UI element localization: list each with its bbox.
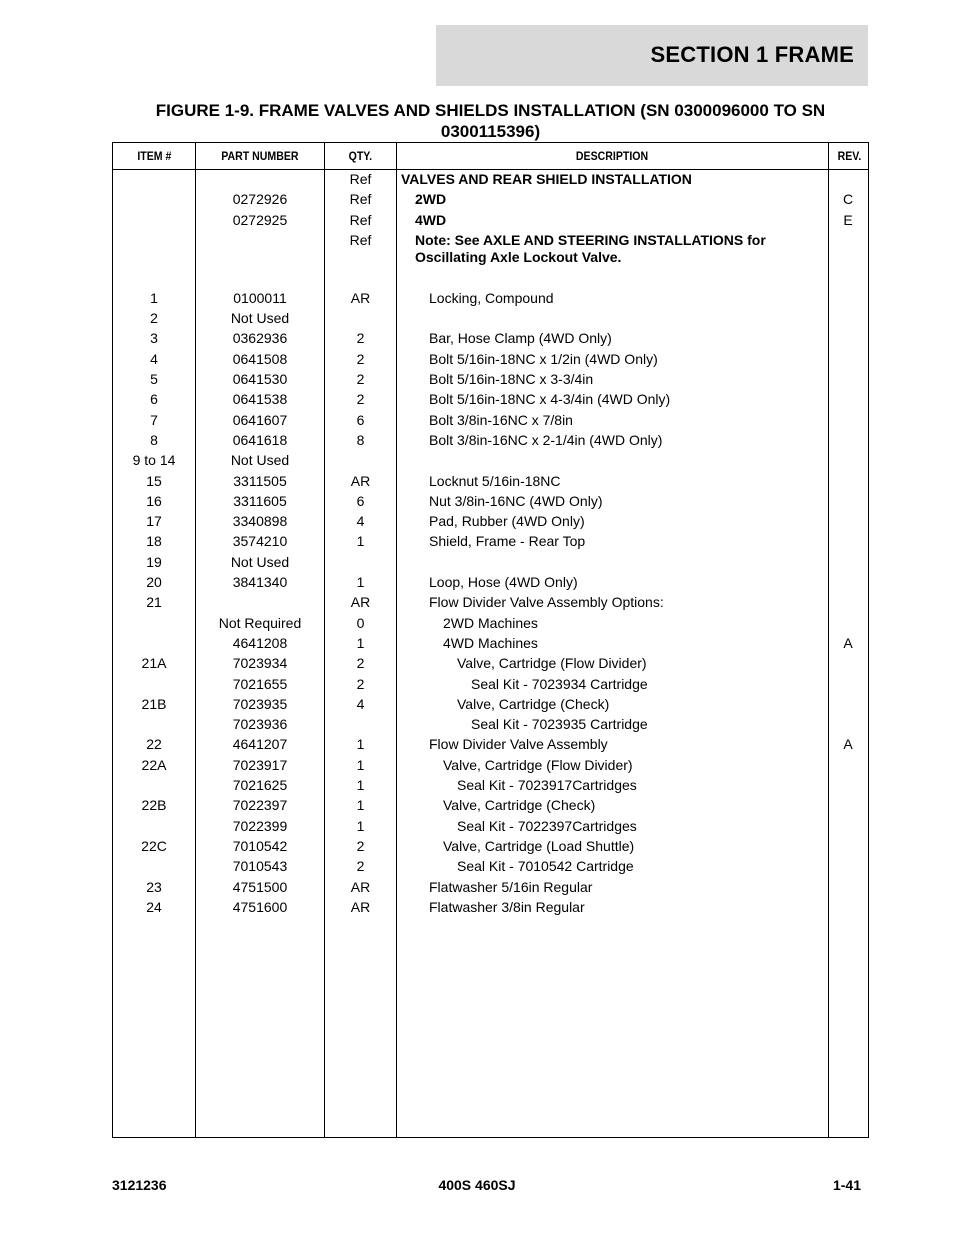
part-number: Not Used bbox=[230, 553, 290, 570]
quantity: 2 bbox=[356, 837, 365, 854]
quantity: 0 bbox=[356, 614, 365, 631]
revision: E bbox=[843, 211, 853, 228]
item-number: 2 bbox=[150, 310, 158, 327]
quantity: 2 bbox=[356, 391, 365, 408]
description: Loop, Hose (4WD Only) bbox=[429, 574, 578, 591]
section-header bbox=[436, 25, 868, 86]
description: 4WD Machines bbox=[443, 634, 538, 651]
table-row bbox=[113, 553, 868, 573]
item-number: 9 to 14 bbox=[132, 452, 176, 469]
table-row bbox=[113, 796, 868, 816]
item-number: 24 bbox=[146, 898, 162, 915]
part-number: 0641508 bbox=[232, 350, 288, 367]
table-row bbox=[113, 878, 868, 898]
part-number: 4641207 bbox=[232, 736, 288, 753]
quantity: 2 bbox=[356, 371, 365, 388]
part-number: Not Used bbox=[230, 452, 290, 469]
quantity: 2 bbox=[356, 330, 365, 347]
table-row bbox=[113, 329, 868, 349]
quantity: Ref bbox=[349, 171, 372, 187]
table-row bbox=[113, 654, 868, 674]
table-row bbox=[113, 170, 868, 190]
description: Bolt 3/8in-16NC x 7/8in bbox=[429, 411, 573, 428]
header-item: ITEM # bbox=[136, 149, 172, 163]
item-number: 23 bbox=[146, 878, 162, 895]
table-row bbox=[113, 370, 868, 390]
quantity: Ref bbox=[349, 211, 372, 228]
quantity: AR bbox=[350, 878, 371, 895]
quantity: 6 bbox=[356, 411, 365, 428]
quantity: 1 bbox=[356, 777, 365, 794]
table-row bbox=[113, 451, 868, 471]
table-row bbox=[113, 411, 868, 431]
quantity: Ref bbox=[349, 231, 372, 248]
table-row bbox=[113, 735, 868, 755]
description: Flow Divider Valve Assembly bbox=[429, 736, 608, 753]
part-number: 0641538 bbox=[232, 391, 288, 408]
table-row bbox=[113, 695, 868, 715]
table-row bbox=[113, 756, 868, 776]
table-row bbox=[113, 309, 868, 329]
part-number: 0362936 bbox=[232, 330, 288, 347]
item-number: 5 bbox=[150, 371, 158, 388]
table-row bbox=[113, 431, 868, 451]
part-number: 4751500 bbox=[232, 878, 288, 895]
description: Flatwasher 3/8in Regular bbox=[429, 898, 585, 915]
quantity: 1 bbox=[356, 736, 365, 753]
part-number: 4751600 bbox=[232, 898, 288, 915]
table-row bbox=[113, 231, 868, 289]
part-number: 7023917 bbox=[232, 756, 288, 773]
description: Valve, Cartridge (Flow Divider) bbox=[443, 756, 633, 773]
description: Bolt 3/8in-16NC x 2-1/4in (4WD Only) bbox=[429, 431, 663, 448]
header-qty: QTY. bbox=[348, 149, 373, 163]
footer-model: 400S 460SJ bbox=[438, 1177, 516, 1193]
description: Flatwasher 5/16in Regular bbox=[429, 878, 593, 895]
part-number: 7010542 bbox=[232, 837, 288, 854]
item-number: 15 bbox=[146, 472, 162, 489]
item-number: 22C bbox=[141, 837, 167, 854]
part-number: 7023935 bbox=[232, 695, 288, 712]
item-number: 16 bbox=[146, 492, 162, 509]
description: Valve, Cartridge (Check) bbox=[457, 695, 610, 712]
description: Valve, Cartridge (Flow Divider) bbox=[457, 655, 647, 672]
part-number: Not Required bbox=[218, 614, 302, 631]
description: Bar, Hose Clamp (4WD Only) bbox=[429, 330, 612, 347]
item-number: 21 bbox=[146, 594, 162, 611]
item-number: 19 bbox=[146, 553, 162, 570]
section-title: SECTION 1 FRAME bbox=[650, 42, 854, 67]
quantity: AR bbox=[350, 289, 371, 306]
item-number: 22B bbox=[141, 797, 167, 814]
header-rev: REV. bbox=[837, 149, 861, 163]
part-number: 0641530 bbox=[232, 371, 288, 388]
table-row bbox=[113, 532, 868, 552]
part-number: 3311605 bbox=[233, 492, 287, 509]
description: Shield, Frame - Rear Top bbox=[429, 533, 586, 550]
table-row bbox=[113, 776, 868, 796]
quantity: 2 bbox=[356, 858, 365, 875]
table-row bbox=[113, 289, 868, 309]
description: Seal Kit - 7022397Cartridges bbox=[457, 817, 637, 834]
table-row bbox=[113, 211, 868, 231]
part-number: Not Used bbox=[230, 310, 290, 327]
part-number: 7021625 bbox=[232, 777, 288, 794]
item-number: 3 bbox=[150, 330, 158, 347]
quantity: 1 bbox=[356, 634, 365, 651]
table-row bbox=[113, 857, 868, 877]
quantity: 1 bbox=[356, 574, 365, 591]
description: Locking, Compound bbox=[429, 289, 554, 306]
item-number: 22 bbox=[146, 736, 162, 753]
quantity: 4 bbox=[356, 513, 365, 530]
description: Note: See AXLE AND STEERING INSTALLATIONS for Oscillating Axle Lockout Valve. bbox=[415, 231, 766, 265]
item-number: 21A bbox=[141, 655, 167, 672]
table-row bbox=[113, 898, 868, 918]
table-row bbox=[113, 837, 868, 857]
description: Locknut 5/16in-18NC bbox=[429, 472, 561, 489]
header-description: DESCRIPTION bbox=[576, 149, 649, 163]
item-number: 1 bbox=[150, 289, 158, 306]
description: Seal Kit - 7010542 Cartridge bbox=[457, 858, 634, 875]
table-row bbox=[113, 715, 868, 735]
description: 2WD Machines bbox=[443, 614, 538, 631]
quantity: 1 bbox=[356, 756, 365, 773]
quantity: 1 bbox=[356, 797, 365, 814]
table-row bbox=[113, 492, 868, 512]
table-row bbox=[113, 593, 868, 613]
description: Nut 3/8in-16NC (4WD Only) bbox=[429, 492, 603, 509]
part-number: 3311505 bbox=[233, 472, 287, 489]
quantity: 4 bbox=[356, 695, 365, 712]
table-row bbox=[113, 350, 868, 370]
part-number: 3574210 bbox=[232, 533, 288, 550]
quantity: AR bbox=[350, 898, 371, 915]
description: Valve, Cartridge (Check) bbox=[443, 797, 596, 814]
part-number: 4641208 bbox=[232, 634, 288, 651]
table-body bbox=[113, 170, 868, 918]
item-number: 8 bbox=[150, 431, 158, 448]
quantity: 6 bbox=[356, 492, 365, 509]
header-part-number: PART NUMBER bbox=[221, 149, 299, 163]
item-number: 22A bbox=[141, 756, 167, 773]
revision: A bbox=[843, 634, 853, 651]
description: Bolt 5/16in-18NC x 4-3/4in (4WD Only) bbox=[429, 391, 671, 408]
item-number: 20 bbox=[146, 574, 162, 591]
part-number: 7022397 bbox=[232, 797, 288, 814]
part-number: 7010543 bbox=[232, 858, 288, 875]
description: Bolt 5/16in-18NC x 3-3/4in bbox=[429, 371, 594, 388]
table-row bbox=[113, 190, 868, 210]
part-number: 0272925 bbox=[232, 211, 288, 228]
quantity: 2 bbox=[356, 350, 365, 367]
quantity: AR bbox=[350, 472, 371, 489]
item-number: 7 bbox=[150, 411, 158, 428]
table-row bbox=[113, 675, 868, 695]
part-number: 7021655 bbox=[232, 675, 288, 692]
description: Pad, Rubber (4WD Only) bbox=[429, 513, 585, 530]
part-number: 0272926 bbox=[232, 191, 288, 208]
figure-title: FIGURE 1-9. FRAME VALVES AND SHIELDS INSTALLATION (SN 0300096000 TO SN 0300115396) bbox=[155, 101, 826, 141]
item-number: 17 bbox=[146, 513, 162, 530]
part-number: 7023936 bbox=[232, 716, 288, 733]
description: 4WD bbox=[415, 211, 447, 228]
part-number: 0641618 bbox=[232, 431, 288, 448]
table-row bbox=[113, 512, 868, 532]
table-row bbox=[113, 472, 868, 492]
description: VALVES AND REAR SHIELD INSTALLATION bbox=[401, 171, 692, 187]
description: Seal Kit - 7023935 Cartridge bbox=[471, 716, 648, 733]
description: Bolt 5/16in-18NC x 1/2in (4WD Only) bbox=[429, 350, 658, 367]
table-row bbox=[113, 614, 868, 634]
quantity: 1 bbox=[356, 817, 365, 834]
quantity: 2 bbox=[356, 675, 365, 692]
part-number: 7022399 bbox=[232, 817, 288, 834]
part-number: 0641607 bbox=[232, 411, 288, 428]
revision: C bbox=[842, 191, 854, 208]
footer-page-number: 1-41 bbox=[832, 1177, 861, 1193]
footer-doc-number: 3121236 bbox=[112, 1177, 167, 1193]
part-number: 7023934 bbox=[232, 655, 288, 672]
part-number: 3340898 bbox=[232, 513, 288, 530]
item-number: 21B bbox=[141, 695, 167, 712]
table-row bbox=[113, 634, 868, 654]
part-number: 0100011 bbox=[233, 289, 287, 306]
description: Seal Kit - 7023917Cartridges bbox=[457, 777, 637, 794]
table-row bbox=[113, 390, 868, 410]
item-number: 6 bbox=[150, 391, 158, 408]
table-row bbox=[113, 573, 868, 593]
revision: A bbox=[843, 736, 853, 753]
quantity: 1 bbox=[356, 533, 365, 550]
quantity: Ref bbox=[349, 191, 372, 208]
description: Seal Kit - 7023934 Cartridge bbox=[471, 675, 648, 692]
part-number: 3841340 bbox=[232, 574, 288, 591]
parts-table bbox=[112, 142, 869, 1138]
quantity: 8 bbox=[356, 431, 365, 448]
quantity: 2 bbox=[356, 655, 365, 672]
quantity: AR bbox=[350, 594, 371, 611]
description: Valve, Cartridge (Load Shuttle) bbox=[443, 837, 635, 854]
item-number: 4 bbox=[150, 350, 158, 367]
table-row bbox=[113, 817, 868, 837]
description: Flow Divider Valve Assembly Options: bbox=[429, 594, 664, 611]
description: 2WD bbox=[415, 191, 447, 208]
item-number: 18 bbox=[146, 533, 162, 550]
